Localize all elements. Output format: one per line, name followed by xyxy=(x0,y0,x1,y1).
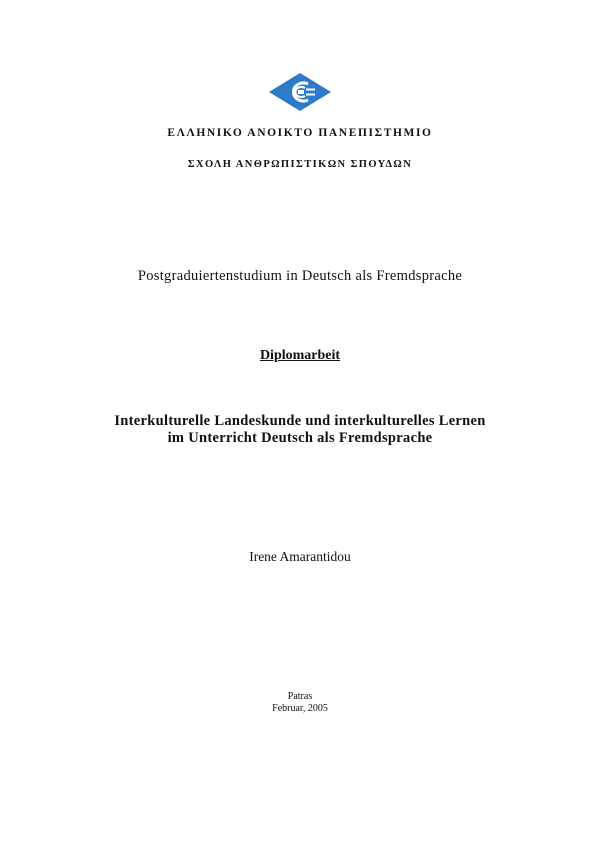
university-name: ΕΛΛΗΝΙΚΟ ΑΝΟΙΚΤΟ ΠΑΝΕΠΙΣΤΗΜΙΟ xyxy=(167,127,433,139)
university-logo-icon xyxy=(268,72,332,112)
program-name: Postgraduiertenstudium in Deutsch als Fremdsprache xyxy=(137,268,463,284)
thesis-type-heading: Diplomarbeit xyxy=(259,348,341,363)
place: Patras xyxy=(287,691,313,702)
date: Februar, 2005 xyxy=(272,703,328,714)
thesis-title-line-2: im Unterricht Deutsch als Fremdsprache xyxy=(167,430,433,446)
school-name: ΣΧΟΛΗ ΑΝΘΡΩΠΙΣΤΙΚΩΝ ΣΠΟΥΔΩΝ xyxy=(187,159,413,170)
thesis-title-line-1: Interkulturelle Landeskunde und interkulturelles Lernen xyxy=(114,413,486,429)
author-name: Irene Amarantidou xyxy=(249,549,351,564)
